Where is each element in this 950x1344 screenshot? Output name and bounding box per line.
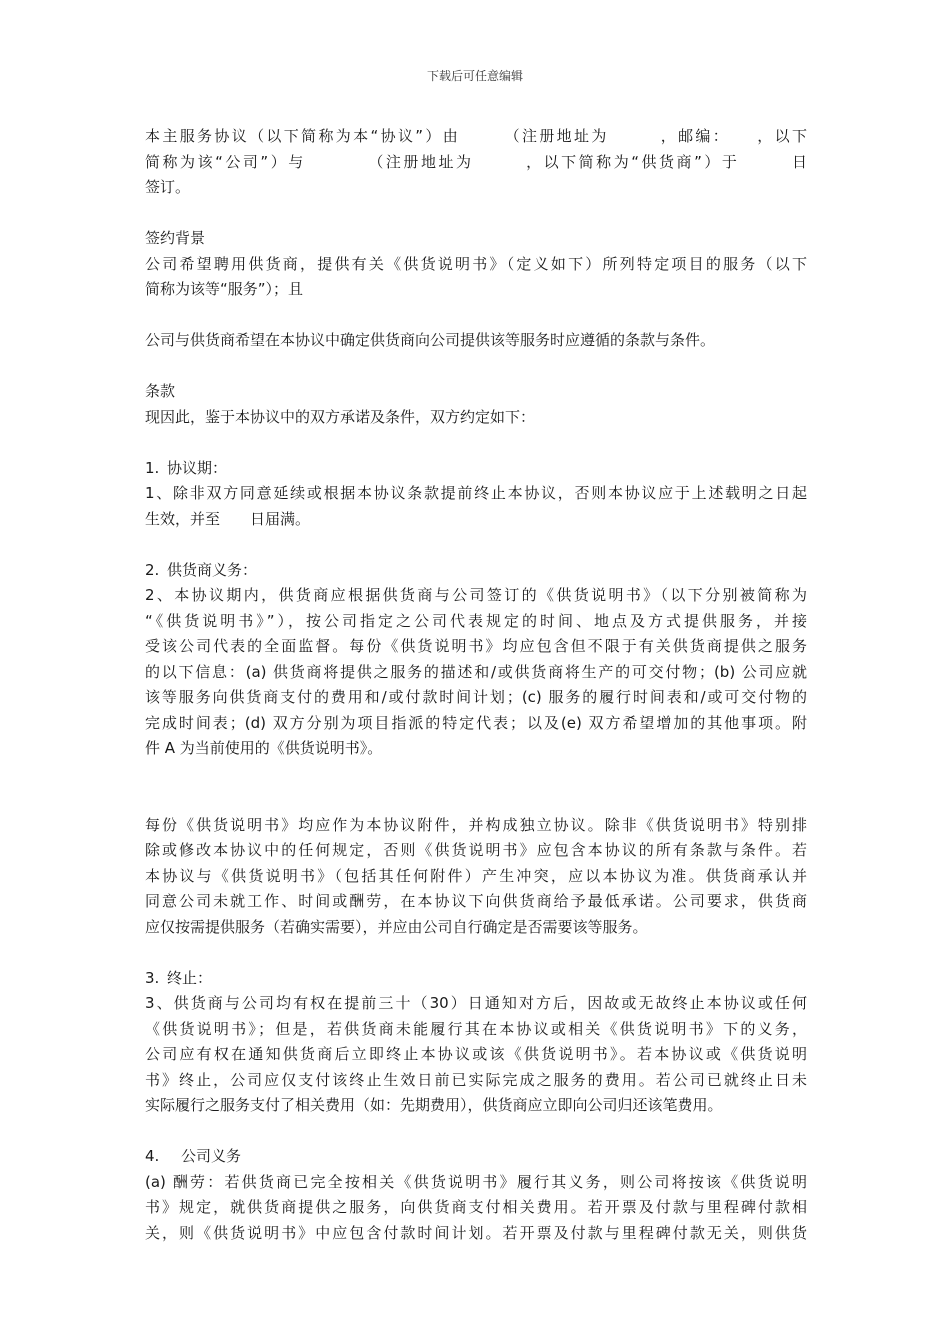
section-1-line-2: 生效，并至 日届满。 bbox=[145, 509, 311, 528]
section-2-heading bbox=[145, 558, 807, 584]
intro-line-2: 简称为该“公司”）与 （注册地址为 ，以下简称为“供货商”）于 日 bbox=[145, 152, 807, 171]
section-2-last-line: 件 A 为当前使用的《供货说明书》。 bbox=[145, 739, 383, 757]
terms-intro: 现因此，鉴于本协议中的双方承诺及条件，双方约定如下： bbox=[145, 407, 536, 426]
section-3-title: 终止： bbox=[167, 968, 213, 987]
section-3-line: 《供货说明书》；但是，若供货商未能履行其在本协议或相关《供货说明书》下的义务， bbox=[145, 1019, 807, 1038]
background-paragraph-2: 公司与供货商希望在本协议中确定供货商向公司提供该等服务时应遵循的条款与条件。 bbox=[145, 331, 716, 349]
section-2-line: 该等服务向供货商支付的费用和/或付款时间计划；(c) 服务的履行时间表和/或可交付物的 bbox=[145, 688, 807, 706]
section-2-title: 供货商义务： bbox=[167, 560, 258, 579]
section-4-line: (a) 酬劳：若供货商已完全按相关《供货说明书》履行其义务，则公司将按该《供货说明 bbox=[145, 1172, 807, 1191]
section-3-line: 公司应有权在通知供货商后立即终止本协议或该《供货说明书》。若本协议或《供货说明 bbox=[145, 1045, 807, 1063]
intro-line-3: 签订。 bbox=[145, 178, 191, 196]
section-2-p2-line: 同意公司未就工作、时间或酬劳，在本协议下向供货商给予最低承诺。公司要求，供货商 bbox=[145, 892, 807, 910]
section-2-p2-line: 除或修改本协议中的任何规定，否则《供货说明书》应包含本协议的所有条款与条件。若 bbox=[145, 841, 807, 859]
section-2-line: 2、本协议期内，供货商应根据供货商与公司签订的《供货说明书》（以下分别被简称为 bbox=[145, 586, 807, 604]
section-4-title: 公司义务 bbox=[181, 1147, 242, 1165]
section-4-line: 关，则《供货说明书》中应包含付款时间计划。若开票及付款与里程碑付款无关，则供货 bbox=[145, 1223, 807, 1242]
background-line-1: 公司希望聘用供货商，提供有关《供货说明书》（定义如下）所列特定项目的服务（以下 bbox=[145, 254, 807, 273]
background-line-2: 简称为该等“服务”）；且 bbox=[145, 280, 304, 298]
page-header: 下载后可任意编辑 bbox=[426, 69, 523, 83]
section-4-number: 4. bbox=[145, 1147, 160, 1165]
background-heading: 签约背景 bbox=[145, 229, 206, 247]
section-4-heading bbox=[145, 1144, 807, 1170]
section-3-number: 3. bbox=[145, 968, 160, 987]
section-1-number: 1. bbox=[145, 458, 160, 477]
section-3-last-line: 实际履行之服务支付了相关费用（如：先期费用），供货商应立即向公司归还该笔费用。 bbox=[145, 1096, 723, 1114]
section-1-heading bbox=[145, 456, 807, 482]
intro-line-1: 本主服务协议（以下简称为本“协议”）由 （注册地址为 ，邮编： ，以下 bbox=[145, 127, 807, 145]
section-3-line: 书》终止，公司应仅支付该终止生效日前已实际完成之服务的费用。若公司已就终止日未 bbox=[145, 1070, 807, 1089]
section-2-line: 完成时间表；(d) 双方分别为项目指派的特定代表；以及(e) 双方希望增加的其他事项。附 bbox=[145, 713, 807, 732]
section-2-line: “《供货说明书》”），按公司指定之公司代表规定的时间、地点及方式提供服务，并接 bbox=[145, 611, 807, 630]
section-2-p2-line: 本协议与《供货说明书》（包括其任何附件）产生冲突，应以本协议为准。供货商承认并 bbox=[145, 866, 807, 885]
section-2-line: 的以下信息：(a) 供货商将提供之服务的描述和/或供货商将生产的可交付物；(b) 公司应就 bbox=[145, 662, 807, 681]
section-3-heading bbox=[145, 966, 807, 992]
section-2-line: 受该公司代表的全面监督。每份《供货说明书》均应包含但不限于有关供货商提供之服务 bbox=[145, 637, 807, 655]
document-body bbox=[145, 124, 807, 1246]
section-1-title: 协议期： bbox=[167, 458, 228, 477]
section-2-p2-line: 每份《供货说明书》均应作为本协议附件，并构成独立协议。除非《供货说明书》特别排 bbox=[145, 815, 807, 834]
section-1-line-1: 1、除非双方同意延续或根据本协议条款提前终止本协议，否则本协议应于上述载明之日起 bbox=[145, 484, 807, 502]
section-2-number: 2. bbox=[145, 560, 160, 579]
section-2-p2-last-line: 应仅按需提供服务（若确实需要），并应由公司自行确定是否需要该等服务。 bbox=[145, 917, 648, 936]
terms-heading: 条款 bbox=[145, 382, 176, 400]
section-3-line: 3、供货商与公司均有权在提前三十（30）日通知对方后，因故或无故终止本协议或任何 bbox=[145, 994, 807, 1012]
section-4-line: 书》规定，就供货商提供之服务，向供货商支付相关费用。若开票及付款与里程碑付款相 bbox=[145, 1198, 807, 1216]
